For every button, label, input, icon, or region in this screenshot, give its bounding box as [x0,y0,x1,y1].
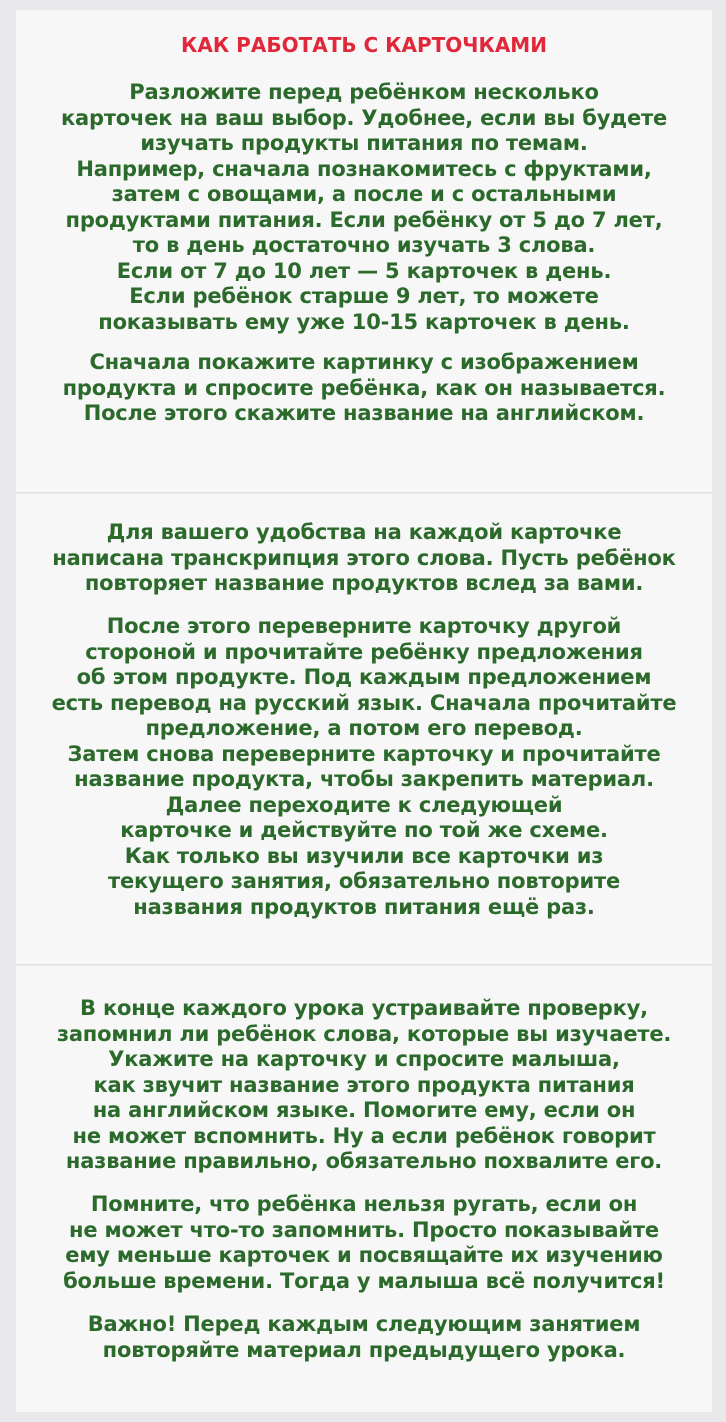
paragraph-line: карточек на ваш выбор. Удобнее, если вы будете [60,105,667,130]
fold-line [16,964,712,966]
paragraph-line: После этого скажите название на английском. [83,401,645,425]
paragraph-line: Если ребёнок старше 9 лет, то можете [129,284,599,308]
paragraph-line: Например, сначала познакомитесь с фруктами, [76,156,652,181]
paragraph-line: то в день достаточно изучать 3 слова. [132,233,596,257]
paragraph-line: на английском языке. Помогите ему, если он [92,1098,636,1122]
paragraph-line: продуктами питания. Если ребёнку от 5 до 7 лет, [65,207,663,232]
paragraph-line: В конце каждого урока устраивайте проверку, [80,996,648,1020]
paragraph-line: ему меньше карточек и посвящайте их изучению [65,1243,663,1267]
paragraph-line: продукта и спросите ребёнка, как он называется. [62,375,666,400]
paragraph-line: предложение, а потом его перевод. [145,716,583,740]
paragraph-line: об этом продукте. Под каждым предложением [76,665,652,689]
card-section-3 [16,964,712,1412]
paragraph-line: Важно! Перед каждым следующим занятием [87,1312,641,1336]
paragraph-6 [16,1192,712,1294]
paragraph-line: текущего занятия, обязательно повторите [107,869,620,893]
paragraph-line: затем с овощами, а после и с остальными [111,182,617,206]
page-title [16,30,712,60]
fold-line [16,492,712,494]
paragraph-3 [16,520,712,597]
paragraph-line: название правильно, обязательно похвалите его. [65,1149,663,1173]
paragraph-1 [16,80,712,335]
paragraph-line: Помните, что ребёнка нельзя ругать, если он [90,1192,638,1216]
paragraph-line: повторяет название продуктов вслед за вами. [84,571,644,595]
card-section-2 [16,492,712,964]
paragraph-7 [16,1312,712,1363]
paragraph-2 [16,350,712,427]
paragraph-line: После этого переверните карточку другой [106,614,622,638]
paragraph-line: название продукта, чтобы закрепить материал. [74,767,654,791]
paragraph-line: повторяйте материал предыдущего урока. [102,1337,626,1362]
paragraph-line: названия продуктов питания ещё раз. [133,894,595,919]
paragraph-line: Как только вы изучили все карточки из [124,843,604,868]
paragraph-line: Сначала покажите картинку с изображением [89,350,639,374]
title-line: КАК РАБОТАТЬ С КАРТОЧКАМИ [181,33,547,57]
paragraph-line: Для вашего удобства на каждой карточке [106,520,622,544]
paragraph-line: Затем снова переверните карточку и прочитайте [67,741,661,766]
paragraph-line: Если от 7 до 10 лет — 5 карточек в день. [116,258,612,283]
paragraph-line: показывать ему уже 10-15 карточек в день. [98,309,630,334]
paragraph-line: есть перевод на русский язык. Сначала прочитайте [51,690,677,715]
paragraph-line: как звучит название этого продукта питания [93,1072,635,1097]
paragraph-line: Укажите на карточку и спросите малыша, [108,1047,620,1071]
paragraph-line: написана транскрипция этого слова. Пусть ребёнок [52,545,676,570]
paragraph-line: больше времени. Тогда у малыша всё получится! [63,1268,665,1293]
paragraph-4 [16,614,712,920]
paragraph-line: Разложите перед ребёнком несколько [129,80,599,104]
paragraph-5 [16,996,712,1175]
paragraph-line: запомнил ли ребёнок слова, которые вы изучаете. [56,1021,672,1046]
paragraph-line: Далее переходите к следующей [165,792,563,817]
paragraph-line: не может что-то запомнить. Просто показывайте [69,1217,659,1242]
paragraph-line: не может вспомнить. Ну а если ребёнок говорит [72,1123,656,1148]
paragraph-line: изучать продукты питания по темам. [140,131,588,155]
paragraph-line: карточке и действуйте по той же схеме. [120,818,608,842]
paragraph-line: стороной и прочитайте ребёнку предложения [85,639,643,664]
card-section-1 [16,10,712,492]
